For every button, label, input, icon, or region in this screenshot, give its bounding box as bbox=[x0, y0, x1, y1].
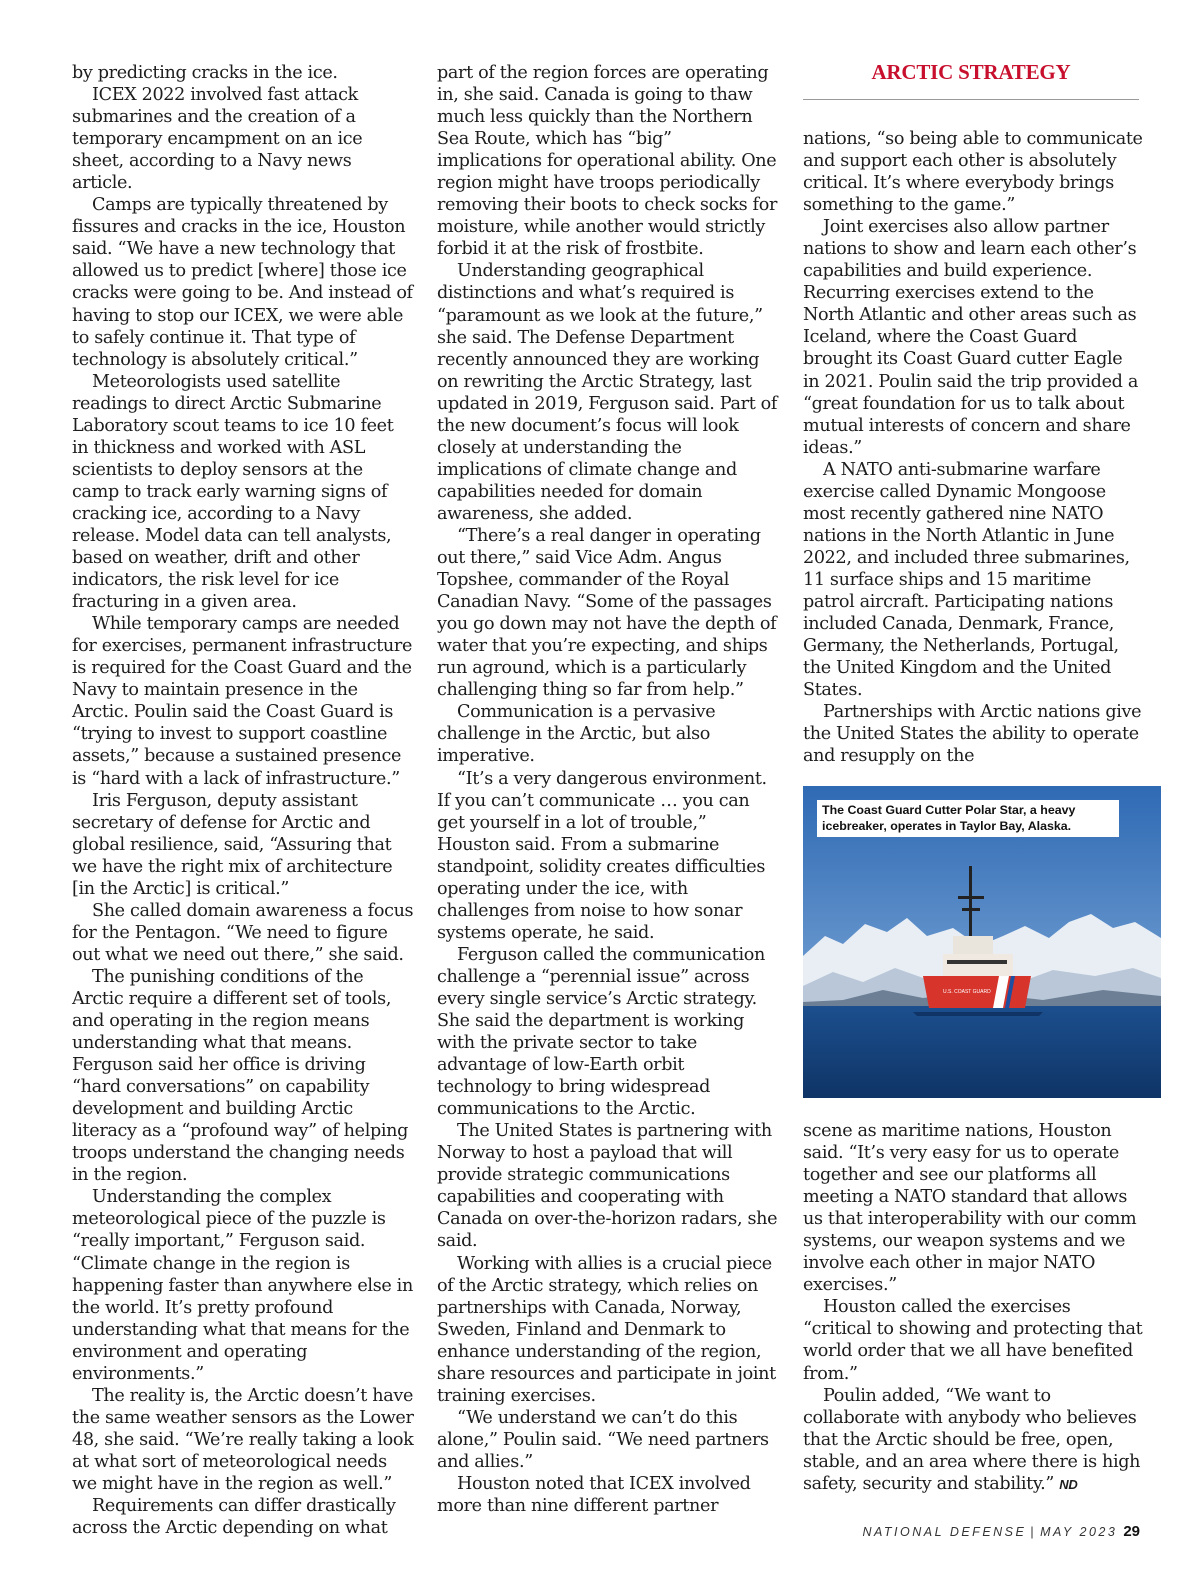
paragraph: Camps are typically threatened by fissures and cracks in the ice, Houston said. “We have a new technology that allowed us to predict [where] those ice cracks were going to be. And instead of having to stop our ICEX, we were able to safely continue it. That type of technology is absolutely critical.” bbox=[72, 195, 413, 370]
paragraph: The reality is, the Arctic doesn’t have the same weather sensors as the Lower 48, she said. “We’re really taking a look at what sort of meteorological needs we might have in the region as well.” bbox=[72, 1385, 414, 1494]
paragraph: She called domain awareness a focus for the Pentagon. “We need to figure out what we need out there,” she said. bbox=[72, 900, 414, 965]
section-rule bbox=[803, 99, 1139, 100]
section-title: ARCTIC STRATEGY bbox=[871, 60, 1071, 84]
paragraph: Requirements can differ drastically across the Arctic depending on what bbox=[72, 1496, 396, 1539]
paragraph: part of the region forces are operating in, she said. Canada is going to thaw much less quickly than the Northern Sea Route, which has “big” implications for operational ability. One region might have troops periodically removing their boots to check socks for moisture, while another would strictly forbid it at the risk of frostbite. bbox=[437, 63, 778, 260]
paragraph: While temporary camps are needed for exercises, permanent infrastructure is required for the Coast Guard and the Navy to maintain presence in the Arctic. Poulin said the Coast Guard is “trying to invest to support coastline assets,” because a sustained presence is “hard with a lack of infrastructure.” bbox=[72, 614, 413, 789]
photo-caption: The Coast Guard Cutter Polar Star, a heavy icebreaker, operates in Taylor Bay, Alaska. bbox=[817, 800, 1119, 837]
page-number: 29 bbox=[1123, 1523, 1140, 1540]
article-column-2 bbox=[437, 62, 779, 1517]
paragraph: Joint exercises also allow partner nations to show and learn each other’s capabilities and build experience. Recurring exercises extend to the North Atlantic and other areas such as Iceland, where the Coast Guard brought its Coast Guard cutter Eagle in 2021. Poulin said the trip provided a “great foundation for us to talk about mutual interests of concern and share ideas.” bbox=[803, 217, 1138, 458]
paragraph: Ferguson called the communication challenge a “perennial issue” across every single service’s Arctic strategy. She said the department is working with the private sector to take advantage of low-Earth orbit technology to bring widespread communications to the Arctic. bbox=[437, 944, 765, 1120]
paragraph: Iris Ferguson, deputy assistant secretary of defense for Arctic and global resilience, said, “Assuring that we have the right mix of architecture [in the Arctic] is critical.” bbox=[72, 790, 393, 899]
issue-date: MAY 2023 bbox=[1040, 1525, 1118, 1539]
paragraph: nations, “so being able to communicate and support each other is absolutely critical. It’s where everybody brings something to the game.” bbox=[803, 129, 1143, 216]
paragraph: Communication is a pervasive challenge in the Arctic, but also imperative. bbox=[437, 702, 716, 767]
paragraph: Understanding geographical distinctions and what’s required is “paramount as we look at the future,” she said. The Defense Department recently announced they are working on rewriting the Arctic Strategy, last updated in 2019, Ferguson said. Part of the new document’s focus will look closely at understanding the implications of climate change and capabilities needed for domain awareness, she added. bbox=[437, 261, 778, 524]
paragraph: The United States is partnering with Norway to host a payload that will provide strategic communications capabilities and cooperating with Canada on over-the-horizon radars, she said. bbox=[437, 1121, 778, 1252]
paragraph: Houston noted that ICEX involved more than nine different partner bbox=[437, 1474, 751, 1517]
publication-name: NATIONAL DEFENSE bbox=[862, 1525, 1027, 1539]
page-footer: NATIONAL DEFENSE | MAY 2023 29 bbox=[862, 1523, 1140, 1540]
paragraph: “There’s a real danger in operating out there,” said Vice Adm. Angus Topshee, commander of the Royal Canadian Navy. “Some of the passages you go down may not have the depth of water that you’re expecting, and ships run aground, which is a particularly challenging thing so far from help.” bbox=[437, 525, 777, 701]
article-column-3-top bbox=[803, 128, 1143, 767]
paragraph: A NATO anti-submarine warfare exercise called Dynamic Mongoose most recently gathered nine NATO nations in the North Atlantic in June 2022, and included three submarines, 11 surface ships and 15 maritime patrol aircraft. Participating nations included Canada, Denmark, France, Germany, the Netherlands, Portugal, the United Kingdom and the United States. bbox=[803, 459, 1130, 701]
end-mark: ND bbox=[1059, 1476, 1078, 1492]
article-column-3-bottom bbox=[803, 1120, 1143, 1496]
paragraph-final bbox=[803, 1385, 1143, 1496]
paragraph: by predicting cracks in the ice. bbox=[72, 63, 338, 83]
paragraph: “We understand we can’t do this alone,” Poulin said. “We need partners and allies.” bbox=[437, 1407, 769, 1472]
paragraph: Working with allies is a crucial piece of the Arctic strategy, which relies on partnerships with Canada, Norway, Sweden, Finland and Denmark to enhance understanding of the region, share resources and participate in joint training exercises. bbox=[437, 1253, 776, 1406]
paragraph: Partnerships with Arctic nations give the United States the ability to operate and resupply on the bbox=[803, 702, 1142, 767]
paragraph: Meteorologists used satellite readings to direct Arctic Submarine Laboratory scout teams to ice 10 feet in thickness and worked with ASL scientists to deploy sensors at the camp to track early warning signs of cracking ice, according to a Navy release. Model data can tell analysts, based on weather, drift and other indicators, the risk level for ice fracturing in a given area. bbox=[72, 371, 394, 613]
paragraph: ICEX 2022 involved fast attack submarines and the creation of a temporary encampment on an ice sheet, according to a Navy news article. bbox=[72, 85, 363, 194]
sea bbox=[803, 1006, 1161, 1098]
paragraph: Houston called the exercises “critical to showing and protecting that world order that we all have benefited from.” bbox=[803, 1297, 1143, 1384]
paragraph-text: Poulin added, “We want to collaborate with anybody who believes that the Arctic should be free, open, stable, and an area where there is high safety, security and stability.” bbox=[803, 1385, 1141, 1494]
icebreaker-photo bbox=[803, 786, 1161, 1098]
article-column-1 bbox=[72, 62, 414, 1539]
hull-text: U.S. COAST GUARD bbox=[943, 989, 991, 995]
paragraph: Understanding the complex meteorological piece of the puzzle is “really important,” Ferguson said. “Climate change in the region is happening faster than anywhere else in the world. It’s pretty profound understanding what that means for the environment and operating environments.” bbox=[72, 1187, 413, 1384]
paragraph: scene as maritime nations, Houston said. “It’s very easy for us to operate together and see our platforms all meeting a NATO standard that allows us that interoperability with our comm systems, our weapon systems and we involve each other in major NATO exercises.” bbox=[803, 1121, 1137, 1296]
paragraph: “It’s a very dangerous environment. If you can’t communicate … you can get yourself in a lot of trouble,” Houston said. From a submarine standpoint, solidity creates difficulties operating under the ice, with challenges from noise to how sonar systems operate, he said. bbox=[437, 768, 767, 943]
paragraph: The punishing conditions of the Arctic require a different set of tools, and operating in the region means understanding what that means. Ferguson said her office is driving “hard conversations” on capability development and building Arctic literacy as a “profound way” of helping troops understand the changing needs in the region. bbox=[72, 966, 409, 1186]
